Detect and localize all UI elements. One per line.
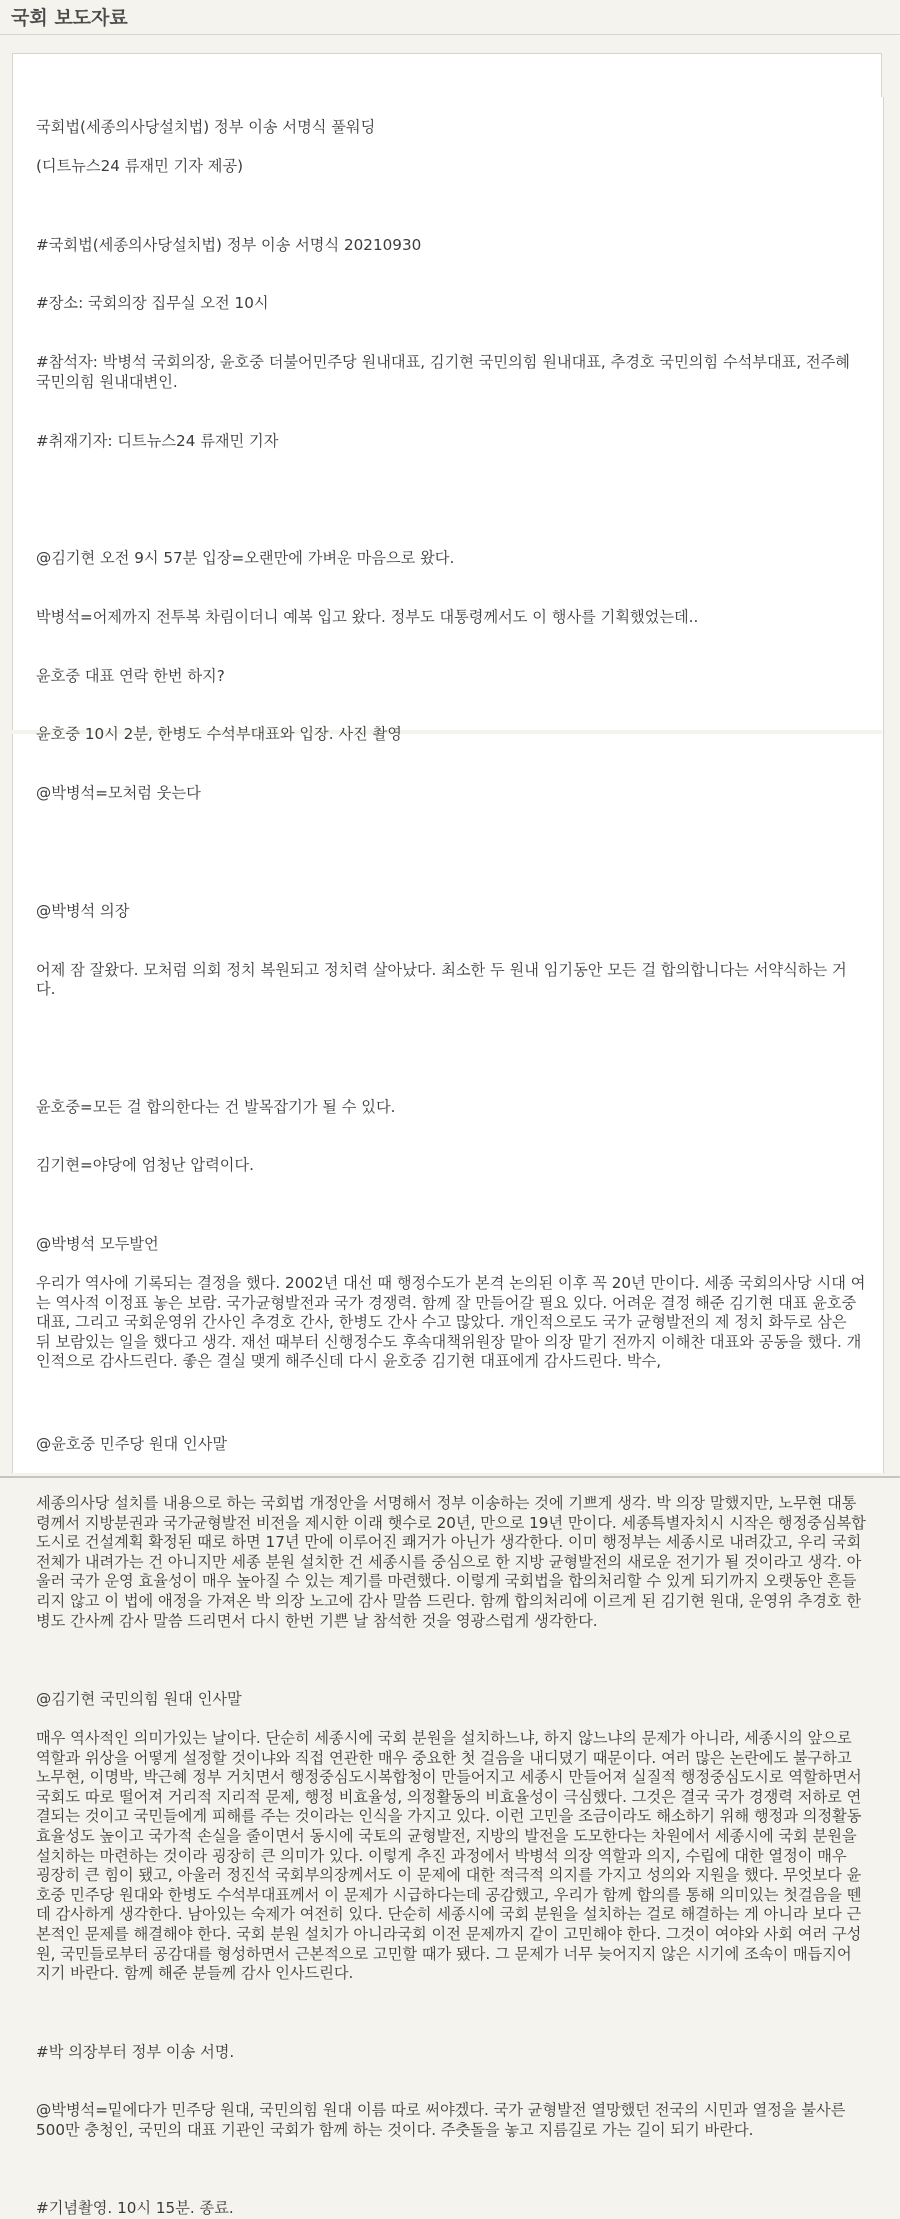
header-divider xyxy=(0,34,900,35)
section-text: 세종의사당 설치를 내용으로 하는 국회법 개정안을 서명해서 정부 이송하는 것에 기쁘게 생각. 박 의장 말했지만, 노무현 대통령께서 지방분권과 국가균형발전 비전을 제시한 이래 햇수로 20년, 만으로 19년 만이다. 세종특별자치시 시작은 행정중심복합도시로 건설계획 확정된 때로 하면 17년 만에 이루어진 쾌거가 아닌가 생각한다. 이미 행정부는 세종시로 내려갔고, 우리 국회 전체가 내려가는 건 아니지만 세종 분원 설치한 건 세종시를 중심으로 한 지방 균형발전의 새로운 전기가 될 것이라고 생각. 아울러 국가 운영 효율성이 매우 높아질 수 있는 계기를 마련했다. 이렇게 국회법을 합의처리할 수 있게 되기까지 오랫동안 흔들리지 않고 이 법에 애정을 가져온 박 의장 노고에 감사 말씀 드린다. 함께 합의처리에 이르게 된 김기현 원대, 운영위 추경호 한병도 간사께 감사 말씀 드리면서 다시 한번 기쁜 날 참석한 것을 영광스럽게 생각한다. xyxy=(36,1493,866,1630)
opening-remarks: 우리가 역사에 기록되는 결정을 했다. 2002년 대선 때 행정수도가 본격 논의된 이후 꼭 20년 만이다. 세종 국회의사당 시대 여는 역사적 이정표 놓은 보람. 국가균형발전과 국가 경쟁력. 함께 잘 만들어갈 필요 있다. 어려운 결정 해준 김기현 대표 윤호중 대표, 그리고 국회운영위 간사인 추경호 간사, 한병도 간사 수고 많았다. 개인적으로도 국가 균형발전의 제 정치 화두로 삼은 뒤 보람있는 일을 했다고 생각. 재선 때부터 신행정수도 후속대책위원장 맡아 의장 맡기 전까지 이해찬 대표와 공동을 했다. 개인적으로 감사드린다. 좋은 결실 맺게 해주신데 다시 윤호중 김기현 대표에게 감사드린다. 박수, xyxy=(36,1274,866,1371)
reply-line: 김기현=야당에 엄청난 압력이다. xyxy=(36,1156,254,1175)
meta-line: #참석자: 박병석 국회의장, 윤호중 더불어민주당 원내대표, 김기현 국민의힘 원내대표, 추경호 국민의힘 수석부대표, 전주혜 국민의힘 원내대변인. xyxy=(36,353,850,391)
meta-line: #취재기자: 디트뉴스24 류재민 기자 xyxy=(36,431,279,450)
section-text: 어제 잠 잘왔다. 모처럼 의회 정치 복원되고 정치력 살아났다. 최소한 두 원내 임기동안 모든 걸 합의합니다는 서약식하는 거다. xyxy=(36,960,847,999)
speaker-section xyxy=(36,863,866,1039)
toolbar-panel xyxy=(12,53,882,99)
section-heading: @박병석 모두발언 xyxy=(36,1234,159,1253)
section-heading: @박병석 의장 xyxy=(36,901,130,920)
section-heading: @윤호중 민주당 원대 인사말 xyxy=(36,1435,228,1454)
meta-line: #국회법(세종의사당설치법) 정부 이송 서명식 20210930 xyxy=(36,235,422,254)
note-line: 윤호중 대표 연락 한번 하지? xyxy=(36,666,225,685)
section-heading: #박 의장부터 정부 이송 서명. xyxy=(36,2042,235,2061)
note-line: @김기현 오전 9시 57분 입장=오랜만에 가벼운 마음으로 왔다. xyxy=(36,549,455,568)
section-text: @박병석=밑에다가 민주당 원대, 국민의힘 원대 이름 따로 써야겠다. 국가 균형발전 열망했던 전국의 시민과 열정을 불사른 500만 충청인, 국민의 대표 기관인 국회가 함께 하는 것이다. 주춧돌을 놓고 지름길로 가는 길이 되기 바란다. xyxy=(36,2101,846,2139)
kim-remarks: 매우 역사적인 의미가있는 날이다. 단순히 세종시에 국회 분원을 설치하느냐, 하지 않느냐의 문제가 아니라, 세종시의 앞으로 역할과 위상을 어떻게 설정할 것이냐와 직접 연관한 매우 중요한 첫 걸음을 내디뎠기 때문이다. 여러 많은 논란에도 불구하고 노무현, 이명박, 박근혜 정부 거치면서 행정중심도시복합청이 만들어지고 세종시 만들어져 실질적 행정중심도시로 역할하면서 국회도 따로 떨어져 거리적 지리적 문제, 행정 비효율성, 의정활동의 비효율성이 극심했다. 그것은 결국 국가 경쟁력 저하로 연결되는 것이고 국민들에게 피해를 주는 것이라는 인식을 가지고 있다. 이런 고민을 조금이라도 해소하기 위해 행정과 의정활동 효율성도 높이고 국가적 손실을 줄이면서 동시에 국토의 균형발전, 지방의 발전을 도모한다는 차원에서 세종시에 국회 분원을 설치하는 마련하는 것이라 굉장히 큰 의미가 있다. 이렇게 추진 과정에서 박병석 의장 역할과 의지, 수립에 대한 열정이 매우 굉장히 큰 힘이 됐고, 아울러 정진석 국회부의장께서도 이 문제에 대한 적극적 의지를 가지고 성의와 지원을 했다. 무엇보다 윤호중 민주당 원대와 한병도 수석부대표께서 이 문제가 시급하다는데 공감했고, 우리가 함께 합의를 통해 의미있는 첫걸음을 뗀데 감사하게 생각한다. 남아있는 숙제가 여전히 있다. 단순히 세종시에 국회 분원을 설치하는 걸로 해결하는 게 아니라 보다 근본적인 문제를 해결해야 한다. 국회 분원 설치가 아니라국회 이전 문제까지 같이 고민해야 한다. 그것이 여야와 사회 여러 구성원, 국민들로부터 공감대를 형성하면서 근본적으로 고민할 때가 됐다. 그 문제가 너무 늦어지지 않은 시기에 조속이 매듭지어지기 바란다. 함께 해준 분들께 감사 인사드린다. xyxy=(36,1729,867,1983)
article-credit: (디트뉴스24 류재민 기자 제공) xyxy=(36,157,244,176)
arrival-notes xyxy=(36,510,866,843)
closing-line: #기념촬영. 10시 15분. 종료. xyxy=(36,2199,234,2218)
yoon-section xyxy=(36,1396,866,1670)
note-line: 박병석=어제까지 전투복 차림이더니 예복 입고 왔다. 정부도 대통령께서도 이 행사를 기획했었는데.. xyxy=(36,607,699,626)
page-header xyxy=(0,0,900,32)
page-title: 국회 보도자료 xyxy=(11,7,128,29)
signing-section xyxy=(36,2003,866,2179)
article-title: 국회법(세종의사당설치법) 정부 이송 서명식 풀워딩 xyxy=(36,118,376,136)
reply-line: 윤호중=모든 걸 합의한다는 건 발목잡기가 될 수 있다. xyxy=(36,1097,396,1116)
event-meta xyxy=(36,196,866,490)
replies-section xyxy=(36,1059,866,1216)
note-line: 윤호중 10시 2분, 한병도 수석부대표와 입장. 사진 촬영 xyxy=(36,725,402,744)
article-body xyxy=(36,118,866,2219)
meta-line: #장소: 국회의장 집무실 오전 10시 xyxy=(36,294,269,313)
note-line: @박병석=모처럼 웃는다 xyxy=(36,784,201,803)
section-heading: @김기현 국민의힘 원대 인사말 xyxy=(36,1689,242,1708)
